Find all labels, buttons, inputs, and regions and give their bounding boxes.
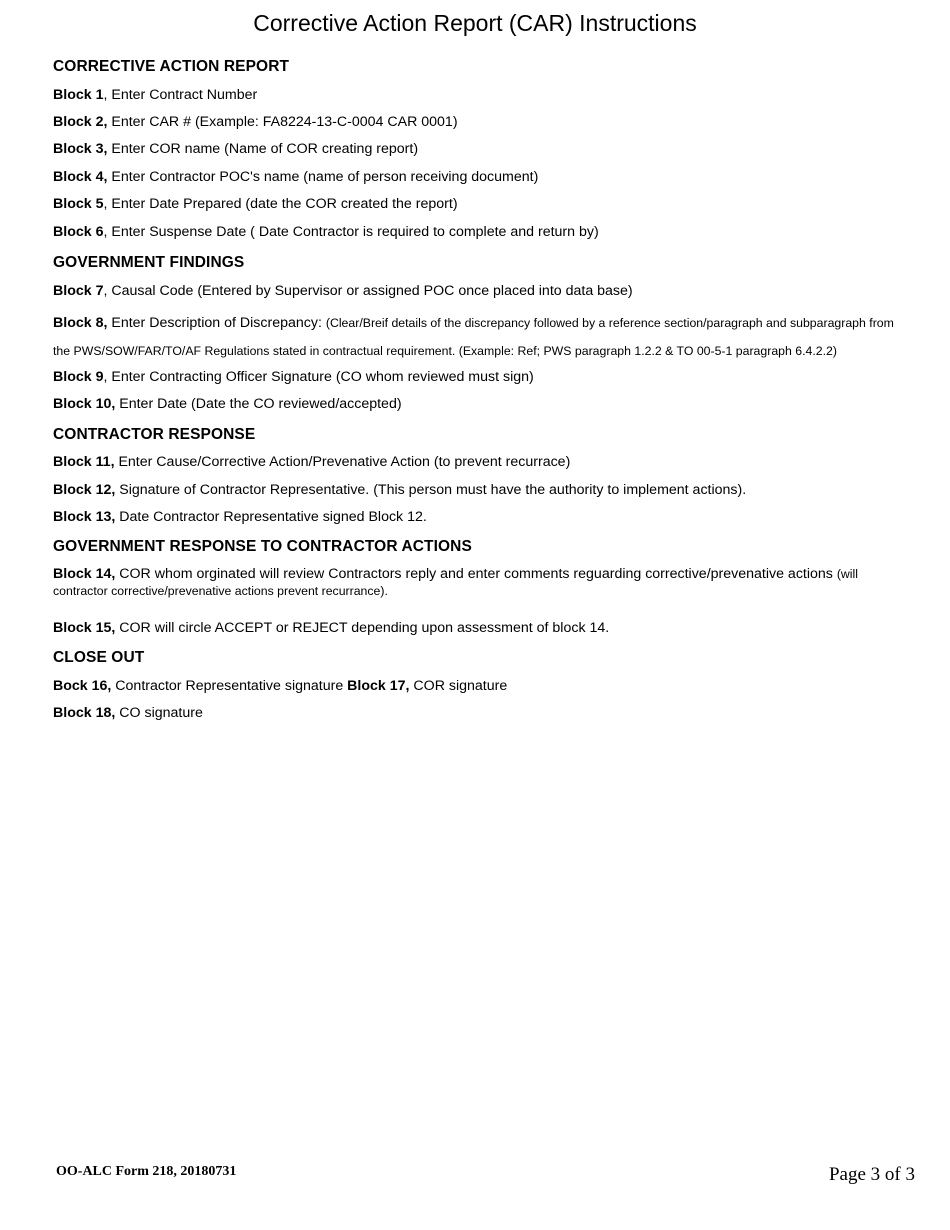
- block-13-line: [53, 508, 427, 527]
- block-17-label: Block 17,: [347, 678, 410, 694]
- block-1-line: [53, 86, 257, 105]
- section-heading-findings: GOVERNMENT FINDINGS: [53, 254, 245, 271]
- block-1-label: Block 1: [53, 87, 104, 103]
- form-identifier: OO-ALC Form 218, 20180731: [56, 1164, 237, 1179]
- block-2-text: Enter CAR # (Example: FA8224-13-C-0004 CAR 0001): [107, 114, 458, 130]
- block-6-line: [53, 223, 599, 242]
- block-15-label: Block 15,: [53, 620, 116, 636]
- block-3-label: Block 3,: [53, 141, 108, 157]
- section-heading-contractor: CONTRACTOR RESPONSE: [53, 426, 256, 443]
- block-4-label: Block 4,: [53, 169, 108, 185]
- block-10-text: Enter Date (Date the CO reviewed/accepted): [115, 396, 402, 412]
- block-17-text: COR signature: [409, 678, 508, 694]
- block-14-note-continued: contractor corrective/prevenative actions prevent recurrance).: [53, 584, 388, 598]
- block-12-text: Signature of Contractor Representative. (This person must have the authority to implement actions).: [115, 482, 747, 498]
- block-7-line: [53, 282, 633, 301]
- block-5-line: [53, 195, 458, 214]
- block-11-line: [53, 453, 570, 472]
- block-14-label: Block 14,: [53, 566, 116, 582]
- block-2-label: Block 2,: [53, 114, 108, 130]
- block-14-text: COR whom orginated will review Contractors reply and enter comments reguarding corrective/prevenative actions: [115, 566, 837, 582]
- block-1-text: , Enter Contract Number: [103, 87, 258, 103]
- block-16-label: Bock 16,: [53, 678, 112, 694]
- block-8-note: (Clear/Breif details of the discrepancy followed by a reference section/paragraph and subparagraph from: [325, 316, 894, 330]
- block-8-note-continued: the PWS/SOW/FAR/TO/AF Regulations stated in contractual requirement. (Example: Ref; PWS paragraph 1.2.2 & TO 00-5-1 paragraph 6.4.2.2): [53, 344, 837, 358]
- block-18-text: CO signature: [115, 705, 203, 721]
- page-title: Corrective Action Report (CAR) Instructions: [253, 10, 697, 36]
- block-8-text: Enter Description of Discrepancy:: [107, 315, 326, 331]
- block-12-line: [53, 481, 746, 500]
- block-9-label: Block 9: [53, 369, 104, 385]
- block-9-line: [53, 368, 534, 387]
- block-15-text: COR will circle ACCEPT or REJECT depending upon assessment of block 14.: [115, 620, 610, 636]
- block-18-label: Block 18,: [53, 705, 116, 721]
- block-9-text: , Enter Contracting Officer Signature (CO whom reviewed must sign): [103, 369, 534, 385]
- block-12-label: Block 12,: [53, 482, 116, 498]
- block-11-text: Enter Cause/Corrective Action/Prevenative Action (to prevent recurrace): [114, 454, 571, 470]
- block-7-label: Block 7: [53, 283, 104, 299]
- block-16-text: Contractor Representative signature: [111, 678, 348, 694]
- block-3-text: Enter COR name (Name of COR creating report): [107, 141, 419, 157]
- block-11-label: Block 11,: [53, 454, 115, 470]
- block-3-line: [53, 140, 418, 159]
- block-5-text: , Enter Date Prepared (date the COR created the report): [103, 196, 458, 212]
- block-13-label: Block 13,: [53, 509, 116, 525]
- block-8-line: [53, 314, 894, 333]
- block-7-text: , Causal Code (Entered by Supervisor or assigned POC once placed into data base): [103, 283, 633, 299]
- page-number: Page 3 of 3: [828, 1164, 915, 1185]
- block-4-text: Enter Contractor POC's name (name of person receiving document): [107, 169, 539, 185]
- block-8-label: Block 8,: [53, 315, 108, 331]
- block-6-label: Block 6: [53, 224, 104, 240]
- block-2-line: [53, 113, 458, 132]
- block-18-line: [53, 704, 203, 723]
- section-heading-report: CORRECTIVE ACTION REPORT: [53, 58, 290, 75]
- block-10-label: Block 10,: [53, 396, 116, 412]
- block-15-line: [53, 619, 609, 638]
- section-heading-gov-response: GOVERNMENT RESPONSE TO CONTRACTOR ACTIONS: [53, 538, 472, 555]
- block-16-17-line: [53, 677, 507, 696]
- section-heading-close-out: CLOSE OUT: [53, 649, 145, 666]
- block-5-label: Block 5: [53, 196, 104, 212]
- block-4-line: [53, 168, 538, 187]
- block-10-line: [53, 395, 402, 414]
- block-14-note: (will: [836, 567, 858, 581]
- block-13-text: Date Contractor Representative signed Block 12.: [115, 509, 427, 525]
- block-6-text: , Enter Suspense Date ( Date Contractor is required to complete and return by): [103, 224, 599, 240]
